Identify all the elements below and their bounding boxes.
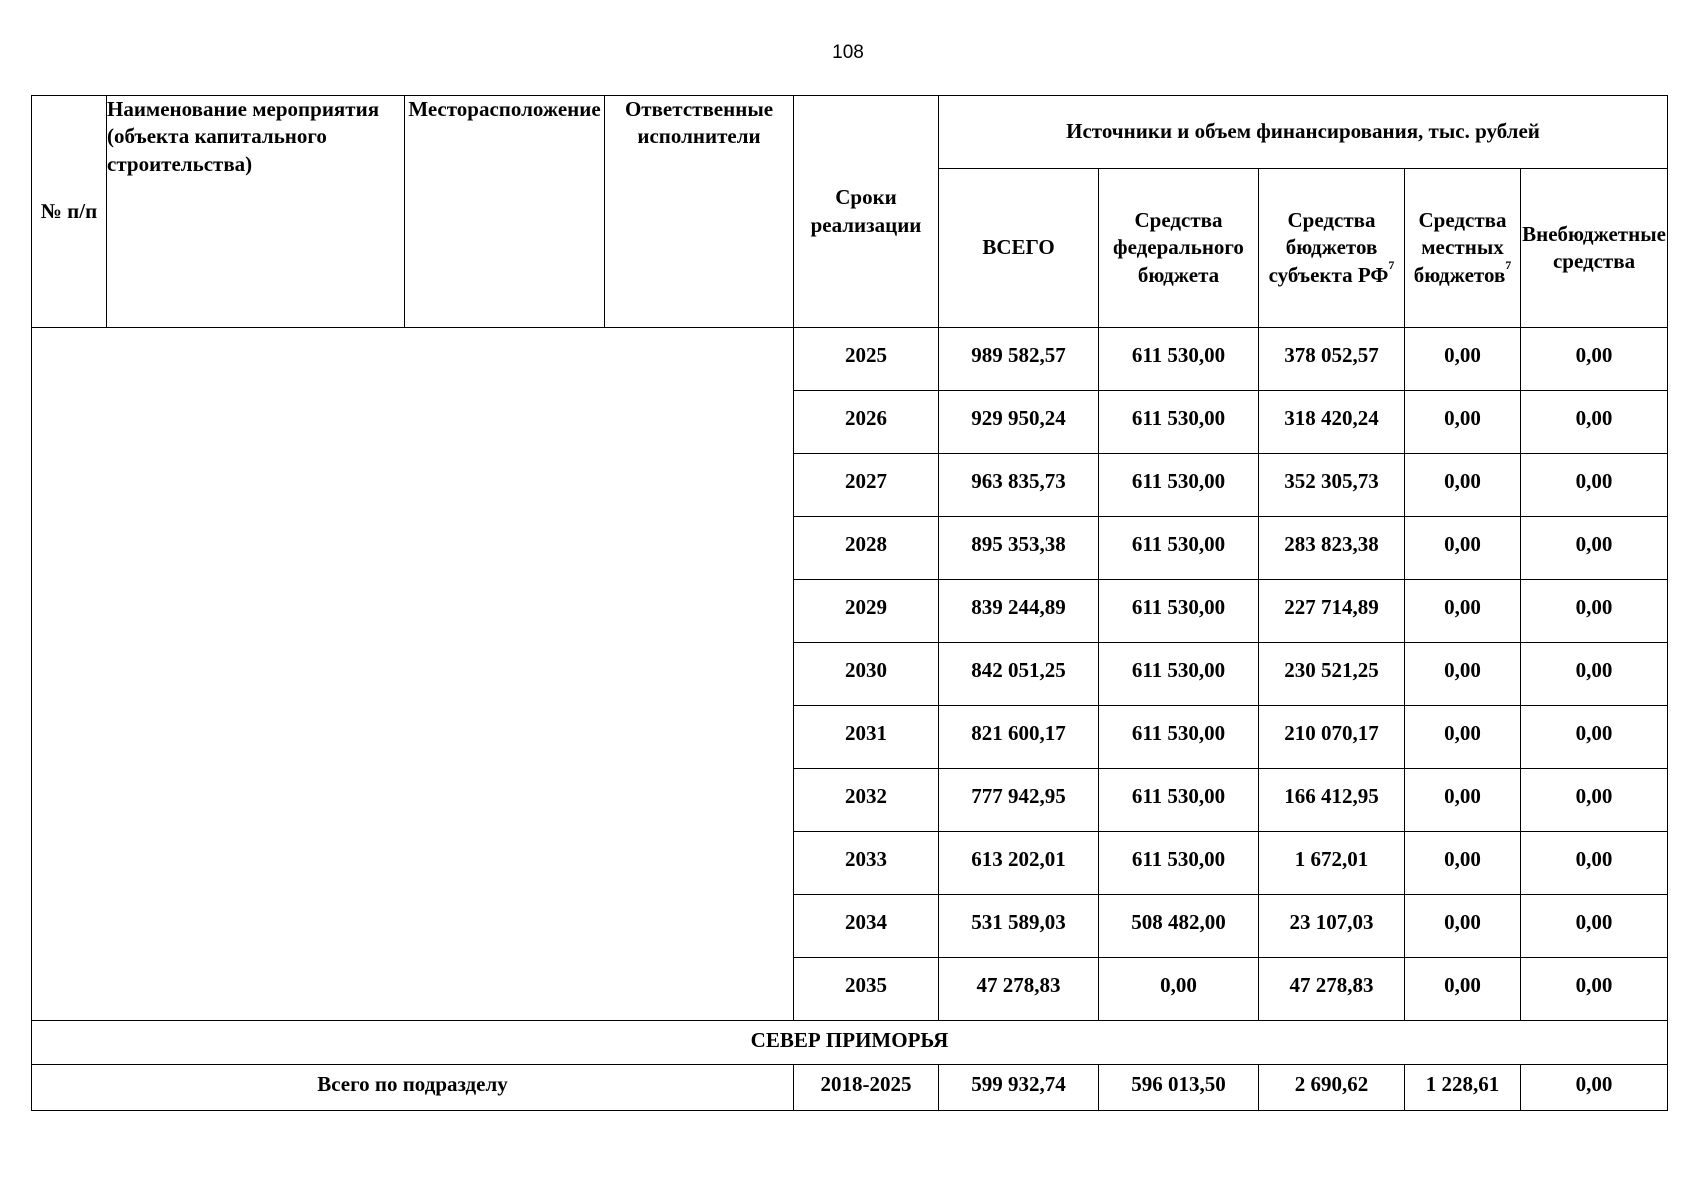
cell-local: 0,00 xyxy=(1405,832,1521,895)
cell-year: 2035 xyxy=(794,958,939,1021)
cell-regional: 1 672,01 xyxy=(1259,832,1405,895)
subtotal-row xyxy=(32,1065,1668,1111)
cell-total: 531 589,03 xyxy=(939,895,1099,958)
header-responsible: Ответственные исполнители xyxy=(605,96,794,328)
cell-total: 929 950,24 xyxy=(939,391,1099,454)
cell-year: 2025 xyxy=(794,328,939,391)
cell-federal: 611 530,00 xyxy=(1099,391,1259,454)
header-name: Наименование мероприятия (объекта капитального строительства) xyxy=(107,96,405,328)
cell-local: 0,00 xyxy=(1405,517,1521,580)
cell-year: 2034 xyxy=(794,895,939,958)
cell-regional: 227 714,89 xyxy=(1259,580,1405,643)
subtotal-label: Всего по подразделу xyxy=(32,1065,794,1111)
header-period: Сроки реализации xyxy=(794,96,939,328)
cell-regional: 318 420,24 xyxy=(1259,391,1405,454)
cell-total: 777 942,95 xyxy=(939,769,1099,832)
footnote-mark: 7 xyxy=(1505,257,1512,272)
cell-year: 2030 xyxy=(794,643,939,706)
header-total: ВСЕГО xyxy=(939,169,1099,328)
subtotal-federal: 596 013,50 xyxy=(1099,1065,1259,1111)
cell-regional: 23 107,03 xyxy=(1259,895,1405,958)
cell-local: 0,00 xyxy=(1405,895,1521,958)
cell-year: 2032 xyxy=(794,769,939,832)
cell-extra: 0,00 xyxy=(1521,832,1668,895)
cell-extra: 0,00 xyxy=(1521,769,1668,832)
cell-federal: 611 530,00 xyxy=(1099,517,1259,580)
cell-federal: 611 530,00 xyxy=(1099,580,1259,643)
cell-total: 963 835,73 xyxy=(939,454,1099,517)
header-local-label: Средства местных бюджетов xyxy=(1413,208,1507,287)
cell-regional: 210 070,17 xyxy=(1259,706,1405,769)
header-sources: Источники и объем финансирования, тыс. рублей xyxy=(939,96,1668,169)
cell-year: 2033 xyxy=(794,832,939,895)
header-num: № п/п xyxy=(32,96,107,328)
cell-year: 2027 xyxy=(794,454,939,517)
cell-total: 989 582,57 xyxy=(939,328,1099,391)
cell-local: 0,00 xyxy=(1405,328,1521,391)
cell-regional: 283 823,38 xyxy=(1259,517,1405,580)
cell-federal: 508 482,00 xyxy=(1099,895,1259,958)
cell-total: 821 600,17 xyxy=(939,706,1099,769)
cell-extra: 0,00 xyxy=(1521,328,1668,391)
header-location: Месторасположение xyxy=(405,96,605,328)
header-regional-label: Средства бюджетов субъекта РФ xyxy=(1268,208,1389,287)
cell-local: 0,00 xyxy=(1405,580,1521,643)
header-local xyxy=(1405,169,1521,328)
cell-total: 47 278,83 xyxy=(939,958,1099,1021)
cell-extra: 0,00 xyxy=(1521,958,1668,1021)
subtotal-local: 1 228,61 xyxy=(1405,1065,1521,1111)
cell-federal: 611 530,00 xyxy=(1099,769,1259,832)
cell-federal: 611 530,00 xyxy=(1099,454,1259,517)
table-body xyxy=(32,328,1668,1111)
cell-extra: 0,00 xyxy=(1521,454,1668,517)
cell-year: 2029 xyxy=(794,580,939,643)
header-federal: Средства федерального бюджета xyxy=(1099,169,1259,328)
cell-federal: 611 530,00 xyxy=(1099,706,1259,769)
cell-federal: 611 530,00 xyxy=(1099,832,1259,895)
header-extra: Внебюджетные средства xyxy=(1521,169,1668,328)
cell-federal: 0,00 xyxy=(1099,958,1259,1021)
cell-local: 0,00 xyxy=(1405,643,1521,706)
cell-regional: 166 412,95 xyxy=(1259,769,1405,832)
cell-regional: 47 278,83 xyxy=(1259,958,1405,1021)
cell-local: 0,00 xyxy=(1405,769,1521,832)
cell-regional: 352 305,73 xyxy=(1259,454,1405,517)
header-regional xyxy=(1259,169,1405,328)
cell-federal: 611 530,00 xyxy=(1099,643,1259,706)
cell-extra: 0,00 xyxy=(1521,517,1668,580)
footnote-mark: 7 xyxy=(1388,257,1395,272)
cell-regional: 230 521,25 xyxy=(1259,643,1405,706)
cell-total: 842 051,25 xyxy=(939,643,1099,706)
cell-extra: 0,00 xyxy=(1521,580,1668,643)
cell-extra: 0,00 xyxy=(1521,706,1668,769)
cell-regional: 378 052,57 xyxy=(1259,328,1405,391)
table-row xyxy=(32,328,1668,391)
subtotal-total: 599 932,74 xyxy=(939,1065,1099,1111)
cell-local: 0,00 xyxy=(1405,391,1521,454)
subtotal-regional: 2 690,62 xyxy=(1259,1065,1405,1111)
cell-extra: 0,00 xyxy=(1521,895,1668,958)
section-row xyxy=(32,1021,1668,1065)
cell-federal: 611 530,00 xyxy=(1099,328,1259,391)
subtotal-extra: 0,00 xyxy=(1521,1065,1668,1111)
cell-local: 0,00 xyxy=(1405,958,1521,1021)
page-number: 108 xyxy=(832,42,864,63)
cell-total: 895 353,38 xyxy=(939,517,1099,580)
cell-total: 613 202,01 xyxy=(939,832,1099,895)
cell-extra: 0,00 xyxy=(1521,391,1668,454)
cell-year: 2031 xyxy=(794,706,939,769)
blank-merged-cell xyxy=(32,328,794,1021)
section-title: СЕВЕР ПРИМОРЬЯ xyxy=(32,1021,1668,1065)
cell-extra: 0,00 xyxy=(1521,643,1668,706)
cell-local: 0,00 xyxy=(1405,706,1521,769)
subtotal-period: 2018-2025 xyxy=(794,1065,939,1111)
cell-year: 2028 xyxy=(794,517,939,580)
financing-table xyxy=(31,95,1668,1111)
cell-year: 2026 xyxy=(794,391,939,454)
cell-local: 0,00 xyxy=(1405,454,1521,517)
cell-total: 839 244,89 xyxy=(939,580,1099,643)
